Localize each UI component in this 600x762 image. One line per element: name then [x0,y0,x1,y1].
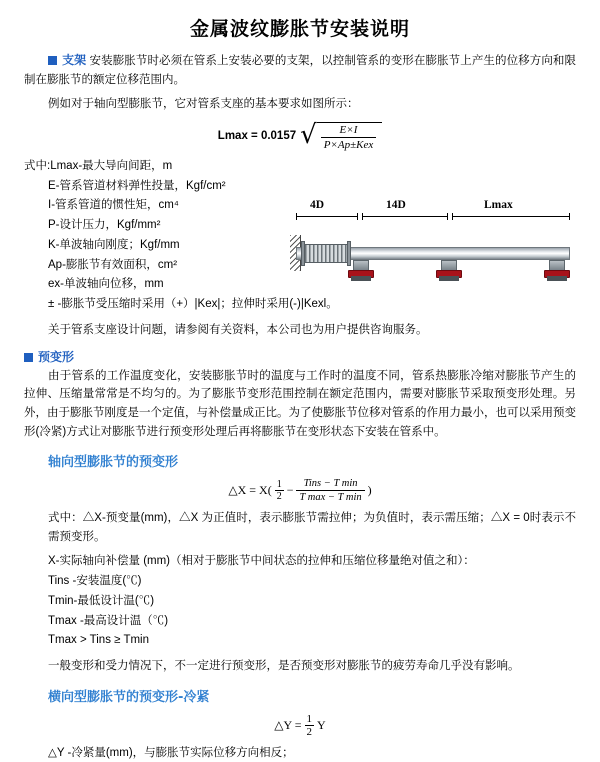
sqrt-symbol: √ $\frac{E\times I}{\text{P×Ap±Kex}}$ [300,122,382,151]
support-heading: 支架 [62,53,87,67]
legend-item-e: E-管系管道材料弹性投量，Kgf/cm² [48,179,226,192]
blue-square-icon [48,56,57,65]
axial-predeform-closing: 一般变形和受力情况下，不一定进行预变形，是否预变形对膨胀节的疲劳寿命几乎没有影响。 [48,660,520,673]
legend-item-tins: Tins -安装温度(℃) [48,575,142,588]
lateral-predeform-title: 横向型膨胀节的预变形-冷紧 [48,689,210,705]
legend-item-x: X-实际轴向补偿量 (mm)（相对于膨胀节中间状态的拉伸和压缩位移量绝对值之和）： [48,555,475,568]
lateral-predeform-note: △Y -冷紧量(mm)，与膨胀节实际位移方向相反； [48,746,294,759]
axial-formula-half-den: 2 [276,491,282,503]
support-section-paragraph-2: 例如对于轴向型膨胀节，它对管系支座的基本要求如图所示： [48,98,359,111]
legend-item-i: I-管系管道的惯性矩，cm⁴ [48,199,179,212]
axial-formula-lhs: △X = X( [228,483,272,498]
figure-label-lmax: Lmax [484,199,513,211]
support-section-paragraph-1 [24,51,576,89]
axial-predeform-note: 式中：△X-预变量(mm)，△X 为正值时，表示膨胀节需拉伸；为负值时，表示需压缩；△X = 0时表示不需预变形。 [48,512,576,543]
document-page [0,14,600,759]
dimension-line-14d [362,216,448,217]
blue-square-icon-2 [24,353,33,362]
support-bracket-1 [348,260,374,282]
dimension-line-4d [296,216,358,217]
lmax-formula [24,119,576,151]
support-closing-paragraph: 关于管系支座设计问题，请参阅有关资料，本公司也为用户提供咨询服务。 [48,324,428,336]
dimension-line-lmax [452,216,570,217]
axial-formula-half-num: 1 [276,479,282,491]
figure-label-4d: 4D [310,199,325,211]
lateral-formula-rhs: Y [317,717,326,732]
flange-left [301,241,305,266]
support-paragraph-1-text: 安装膨胀节时必须在管系上安装必要的支架，以控制管系的变形在膨胀节上产生的位移方向和限制在膨胀节的额定位移范围内。 [24,55,576,86]
pipe-assembly [288,225,578,299]
axial-predeform-legend [48,552,576,651]
lateral-formula-lhs: △Y = [274,717,302,732]
legend-item-ap: Ap-膨胀节有效面积，cm² [48,258,178,271]
lateral-predeform-formula [24,713,576,738]
axial-predeform-title: 轴向型膨胀节的预变形 [48,455,179,471]
legend-item-p: P-设计压力，Kgf/mm² [48,219,161,232]
legend-item-tmax: Tmax -最高设计温（℃) [48,614,169,627]
axial-formula-minus: − [286,483,294,498]
axial-formula-rhs: ) [367,483,372,498]
lmax-formula-lhs: Lmax = 0.0157 [217,130,297,143]
axial-formula-big-den: T max − T min [296,490,364,503]
axial-predeform-formula [24,478,576,503]
legend-item-pm: ± -膨胀节受压缩时采用（+）|Kex|；拉伸时采用(-)|Kexl。 [48,298,338,311]
lateral-formula-half-num: 1 [306,712,313,725]
legend-item-trange: Tmax > Tins ≥ Tmin [48,634,149,647]
legend-item-k: K-单波轴向刚度；Kgf/mm [48,238,180,251]
predeform-heading: 预变形 [38,349,75,364]
figure-label-14d: 14D [386,199,406,211]
lmax-formula-denominator: P×Ap±Kex [321,137,377,151]
support-bracket-3 [544,260,570,282]
legend-item-tmin: Tmin-最低设计温(℃) [48,594,155,607]
bellows-icon [304,244,348,263]
predeform-section-heading [24,348,576,365]
legend-item-lmax: 式中:Lmax-最大导向间距，m [24,159,173,172]
legend-item-ex: ex-单波轴向位移，mm [48,278,164,291]
lateral-formula-half-den: 2 [306,725,313,738]
expansion-joint-figure [288,199,578,309]
predeform-paragraph-1: 由于管系的工作温度变化，安装膨胀节时的温度与工作时的温度不同，管系热膨胀冷缩对膨胀节产生的拉伸、压缩量常常是不均匀的。为了膨胀节变形范围控制在额定范围内，需要对膨胀节采取预变形处理。另外，由于膨胀节刚度是一个定值，与补偿量成正比。为了使膨胀节位移对管系的作用力最小，也可以采用预变形(冷紧)方式让对膨胀节进行预变形处理后再将膨胀节在变形状态下安装在管系中。 [24,369,576,438]
support-bracket-2 [436,260,462,282]
lmax-formula-numerator: E×I [339,123,358,136]
page-title: 金属波纹膨胀节安装说明 [189,18,410,40]
axial-formula-big-num: Tins − T min [303,478,358,490]
